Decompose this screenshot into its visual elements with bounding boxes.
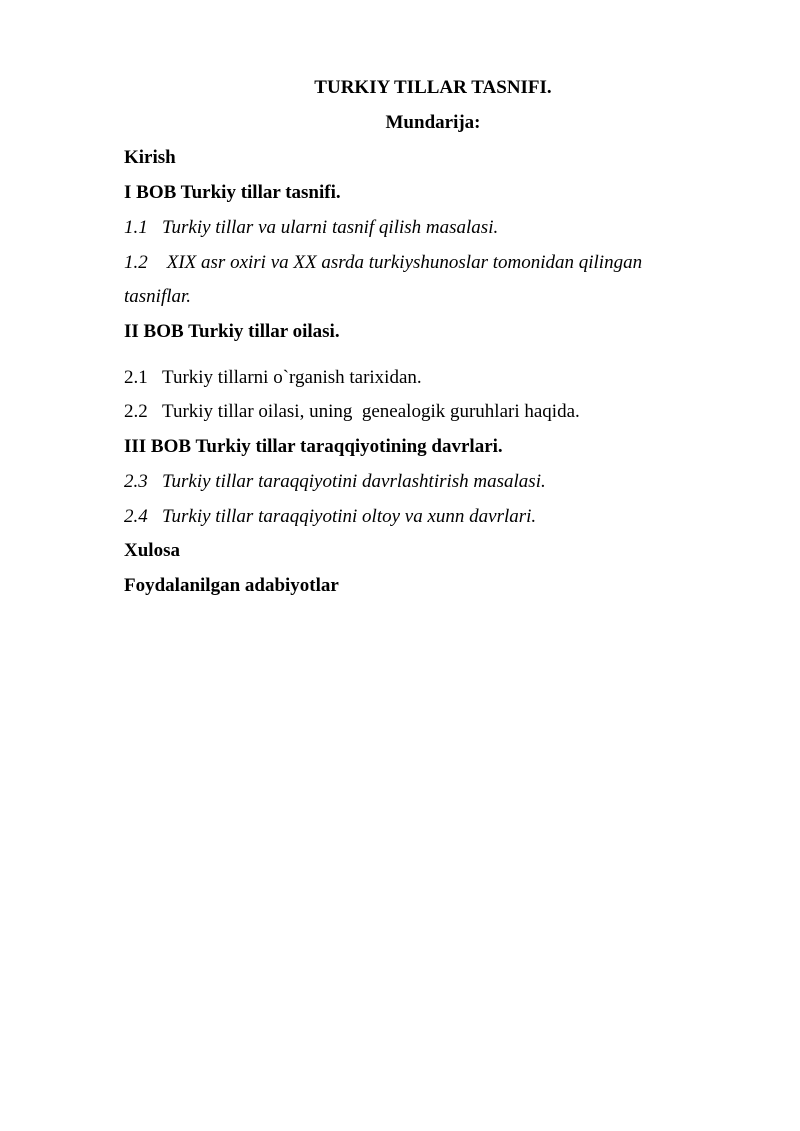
toc-chapter3-heading: III BOB Turkiy tillar taraqqiyotining davrlari. — [124, 436, 503, 457]
document-title: TURKIY TILLAR TASNIFI. — [314, 77, 552, 98]
toc-item-2-2 — [124, 400, 580, 424]
toc-item-1-2 — [124, 251, 642, 275]
toc-item-number: 2.1 — [124, 367, 148, 388]
toc-references: Foydalanilgan adabiyotlar — [124, 575, 339, 596]
toc-item-text: Turkiy tillar taraqqiyotini davrlashtirish masalasi. — [162, 471, 546, 492]
toc-item-2-4 — [124, 505, 536, 529]
toc-item-2-1 — [124, 366, 422, 390]
toc-item-text: Turkiy tillarni o`rganish tarixidan. — [162, 367, 422, 388]
toc-item-text: XIX asr oxiri va XX asrda turkiyshunoslar tomonidan qilingan — [162, 252, 643, 273]
toc-chapter1-heading: I BOB Turkiy tillar tasnifi. — [124, 182, 341, 203]
toc-item-1-2-continuation: tasniflar. — [124, 286, 192, 307]
toc-item-number: 2.4 — [124, 506, 148, 527]
toc-item-number: 1.2 — [124, 252, 148, 273]
toc-item-text: Turkiy tillar va ularni tasnif qilish masalasi. — [162, 217, 499, 238]
toc-item-number: 2.2 — [124, 401, 148, 422]
toc-item-2-3 — [124, 470, 546, 494]
toc-heading: Mundarija: — [385, 112, 481, 133]
toc-item-text: Turkiy tillar oilasi, uning genealogik guruhlari haqida. — [162, 401, 580, 422]
toc-conclusion: Xulosa — [124, 540, 180, 561]
toc-intro: Kirish — [124, 147, 176, 168]
toc-item-number: 1.1 — [124, 217, 148, 238]
toc-item-number: 2.3 — [124, 471, 148, 492]
toc-item-1-1 — [124, 216, 498, 240]
toc-chapter2-heading: II BOB Turkiy tillar oilasi. — [124, 321, 340, 342]
toc-item-text: Turkiy tillar taraqqiyotini oltoy va xunn davrlari. — [162, 506, 537, 527]
